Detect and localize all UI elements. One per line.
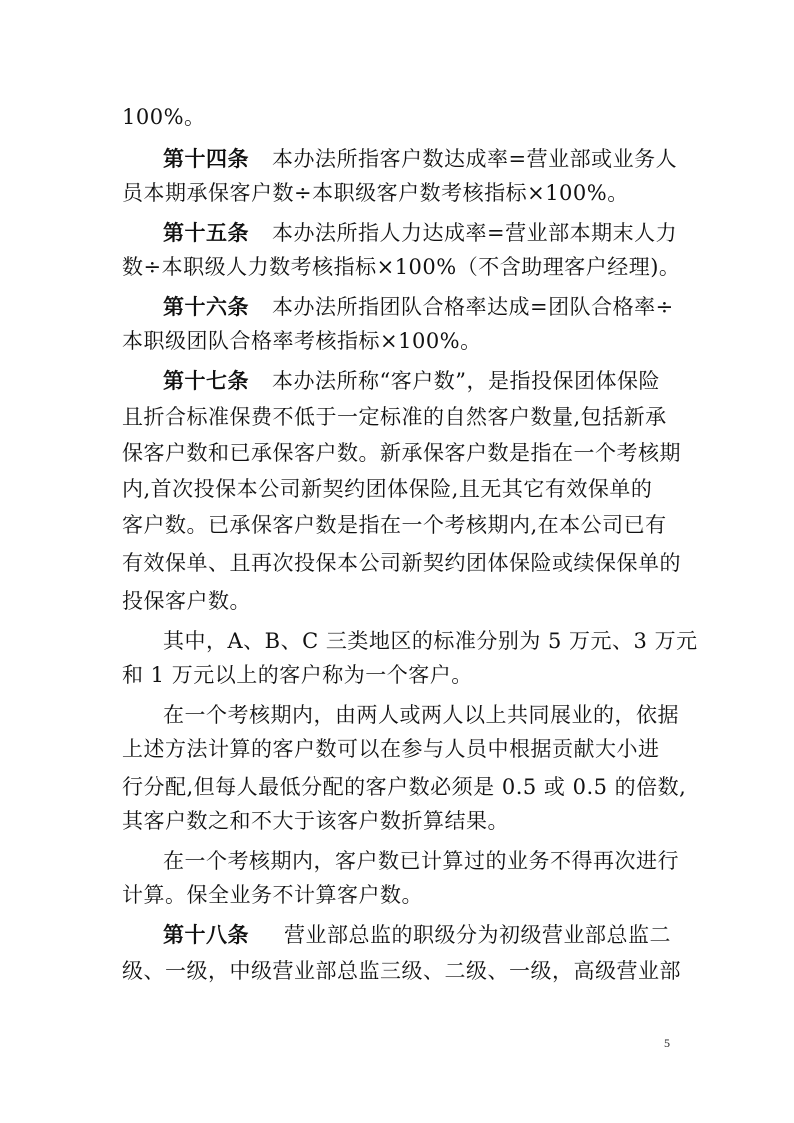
line-text: 营业部总监的职级分为初级营业部总监二 bbox=[284, 923, 671, 947]
line-text: 且折合标准保费不低于一定标准的自然客户数量,包括新承 bbox=[122, 405, 667, 429]
line-text: 在一个考核期内，由两人或两人以上共同展业的，依据 bbox=[163, 703, 679, 727]
text-line bbox=[0, 848, 794, 874]
article-heading-line bbox=[0, 368, 794, 394]
text-line bbox=[0, 628, 794, 654]
article-heading: 第十六条 bbox=[163, 295, 249, 319]
text-line bbox=[0, 774, 794, 800]
line-text: 保客户数和已承保客户数。新承保客户数是指在一个考核期 bbox=[122, 441, 681, 465]
line-text: 本办法所指人力达成率=营业部本期末人力 bbox=[272, 221, 678, 245]
text-line bbox=[0, 404, 794, 430]
line-text: 数÷本职级人力数考核指标×100%（不含助理客户经理)。 bbox=[122, 255, 681, 279]
article-heading: 第十八条 bbox=[163, 923, 249, 947]
article-heading: 第十四条 bbox=[163, 147, 249, 171]
text-line bbox=[0, 476, 794, 502]
text-line bbox=[0, 512, 794, 538]
line-text: 和 1 万元以上的客户称为一个客户。 bbox=[122, 663, 473, 687]
line-text: 其中，A、B、C 三类地区的标准分别为 5 万元、3 万元 bbox=[163, 629, 698, 653]
article-heading: 第十五条 bbox=[163, 221, 249, 245]
line-text: 100%。 bbox=[122, 105, 206, 129]
line-text: 行分配,但每人最低分配的客户数必须是 0.5 或 0.5 的倍数, bbox=[122, 775, 687, 799]
text-line bbox=[0, 958, 794, 984]
text-line bbox=[0, 662, 794, 688]
line-text: 上述方法计算的客户数可以在参与人员中根据贡献大小进 bbox=[122, 737, 660, 761]
line-text: 本职级团队合格率考核指标×100%。 bbox=[122, 329, 482, 353]
article-heading-line bbox=[0, 922, 794, 948]
article-heading-line bbox=[0, 220, 794, 246]
article-heading-line bbox=[0, 294, 794, 320]
text-line bbox=[0, 550, 794, 576]
line-text: 客户数。已承保客户数是指在一个考核期内,在本公司已有 bbox=[122, 513, 667, 537]
line-text: 本办法所指团队合格率达成=团队合格率÷ bbox=[272, 295, 674, 319]
line-text: 计算。保全业务不计算客户数。 bbox=[122, 883, 423, 907]
line-text: 本办法所指客户数达成率=营业部或业务人 bbox=[272, 147, 678, 171]
text-line bbox=[0, 104, 794, 130]
line-text: 级、一级，中级营业部总监三级、二级、一级，高级营业部 bbox=[122, 959, 681, 983]
line-text: 在一个考核期内，客户数已计算过的业务不得再次进行 bbox=[163, 849, 679, 873]
text-line bbox=[0, 736, 794, 762]
line-text: 有效保单、且再次投保本公司新契约团体保险或续保保单的 bbox=[122, 551, 681, 575]
text-line bbox=[0, 808, 794, 834]
text-line bbox=[0, 702, 794, 728]
text-line bbox=[0, 328, 794, 354]
article-heading-line bbox=[0, 146, 794, 172]
article-heading: 第十七条 bbox=[163, 369, 249, 393]
page-number: 5 bbox=[664, 1036, 670, 1050]
line-text: 其客户数之和不大于该客户数折算结果。 bbox=[122, 809, 509, 833]
text-line bbox=[0, 588, 794, 614]
line-text: 投保客户数。 bbox=[122, 589, 251, 613]
line-text: 员本期承保客户数÷本职级客户数考核指标×100%。 bbox=[122, 181, 629, 205]
text-line bbox=[0, 440, 794, 466]
line-text: 本办法所称“客户数”，是指投保团体保险 bbox=[272, 369, 660, 393]
line-text: 内,首次投保本公司新契约团体保险,且无其它有效保单的 bbox=[122, 477, 653, 501]
text-line bbox=[0, 882, 794, 908]
text-line bbox=[0, 254, 794, 280]
text-line bbox=[0, 180, 794, 206]
